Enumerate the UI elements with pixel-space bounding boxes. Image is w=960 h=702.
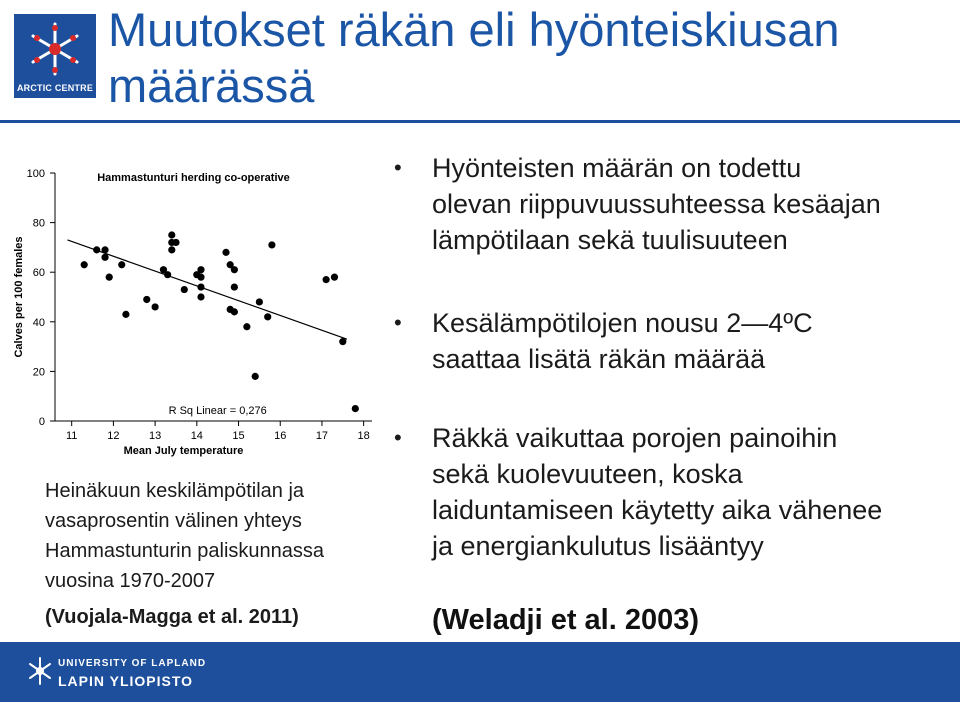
footer-bar (0, 642, 960, 702)
data-point (252, 373, 259, 380)
data-point (101, 246, 108, 253)
r-squared-annotation: R Sq Linear = 0,276 (168, 405, 267, 418)
x-tick-label: 11 (65, 430, 78, 442)
data-point (231, 283, 238, 290)
bullet-icon: • (394, 310, 402, 335)
data-point (231, 266, 238, 273)
y-tick-label: 60 (32, 267, 45, 280)
data-point (181, 286, 188, 293)
y-tick-label: 100 (26, 168, 45, 180)
x-tick-label: 17 (315, 430, 329, 442)
x-tick-label: 18 (357, 430, 370, 442)
data-point (264, 313, 271, 320)
bullet-2-line-1: Kesälämpötilojen nousu 2—4ºC (432, 308, 813, 338)
caption-citation: (Vuojala-Magga et al. 2011) (45, 606, 299, 628)
bullet-1-line-1: Hyönteisten määrän on todettu (432, 153, 802, 183)
data-point (152, 303, 159, 310)
logo-text: ARCTIC CENTRE (16, 83, 94, 93)
bullet-3-line-1: Räkkä vaikuttaa porojen painoihin (432, 423, 838, 453)
scatter-chart (0, 150, 390, 460)
data-point (323, 276, 330, 283)
x-tick-label: 12 (107, 430, 120, 442)
title-line-1: Muutokset räkän eli hyönteiskiusan (108, 3, 840, 56)
bullet-2-line-2: saattaa lisätä räkän määrää (432, 344, 766, 374)
data-point (93, 246, 100, 253)
bullet-item-2 (394, 305, 960, 377)
data-point (106, 274, 113, 281)
arctic-centre-logo (14, 14, 96, 98)
x-tick-label: 16 (274, 430, 287, 442)
right-citation: (Weladji et al. 2003) (432, 604, 700, 636)
bullet-item-3 (394, 420, 960, 564)
y-tick-label: 0 (38, 416, 45, 428)
data-point (197, 293, 204, 300)
bullet-icon: • (394, 425, 402, 450)
caption-line-1: Heinäkuun keskilämpötilan ja (45, 480, 305, 502)
caption-line-2: vasaprosentin välinen yhteys (45, 510, 302, 532)
x-tick-label: 14 (190, 430, 203, 442)
bullet-icon: • (394, 155, 402, 180)
data-point (197, 283, 204, 290)
data-point (172, 239, 179, 246)
bullet-1-line-2: olevan riippuvuussuhteessa kesäajan (432, 189, 881, 219)
data-point (243, 323, 250, 330)
bullet-3-line-2: sekä kuolevuuteen, koska (432, 459, 743, 489)
page-title (108, 2, 840, 114)
bullet-3-line-3: laiduntamiseen käytetty aika vähenee (432, 495, 883, 525)
caption-line-3: Hammastunturin paliskunnassa (45, 540, 325, 562)
data-point (81, 261, 88, 268)
x-tick-label: 15 (232, 430, 245, 442)
title-divider (0, 120, 960, 123)
data-point (197, 274, 204, 281)
bullet-1-line-3: lämpötilaan sekä tuulisuuteen (432, 225, 788, 255)
x-axis-label: Mean July temperature (123, 445, 244, 457)
university-name-en: UNIVERSITY OF LAPLAND (58, 658, 207, 669)
trend-line (68, 240, 347, 339)
bullet-3-line-4: ja energiankulutus lisääntyy (432, 531, 764, 561)
y-tick-label: 20 (32, 366, 45, 379)
y-tick-label: 80 (32, 217, 45, 230)
x-tick-label: 13 (148, 430, 162, 442)
y-axis-label: Calves per 100 females (13, 236, 25, 358)
data-point (101, 254, 108, 261)
data-point (122, 311, 129, 318)
bullet-item-1 (394, 150, 960, 258)
title-line-2: määrässä (108, 59, 315, 112)
caption-line-4: vuosina 1970-2007 (45, 570, 216, 592)
university-name-fi: LAPIN YLIOPISTO (58, 673, 194, 689)
data-point (256, 298, 263, 305)
data-point (339, 338, 346, 345)
data-point (143, 296, 150, 303)
data-point (168, 246, 175, 253)
data-point (118, 261, 125, 268)
data-point (331, 274, 338, 281)
data-point (222, 249, 229, 256)
chart-caption (45, 476, 324, 632)
data-point (231, 308, 238, 315)
data-point (164, 271, 171, 278)
data-point (168, 231, 175, 238)
data-point (352, 405, 359, 412)
snowflake-footer-icon (28, 656, 52, 686)
y-tick-label: 40 (32, 316, 45, 329)
data-point (197, 266, 204, 273)
snowflake-logo-icon (25, 20, 85, 78)
chart-title: Hammastunturi herding co-operative (97, 172, 290, 184)
data-point (268, 241, 275, 248)
